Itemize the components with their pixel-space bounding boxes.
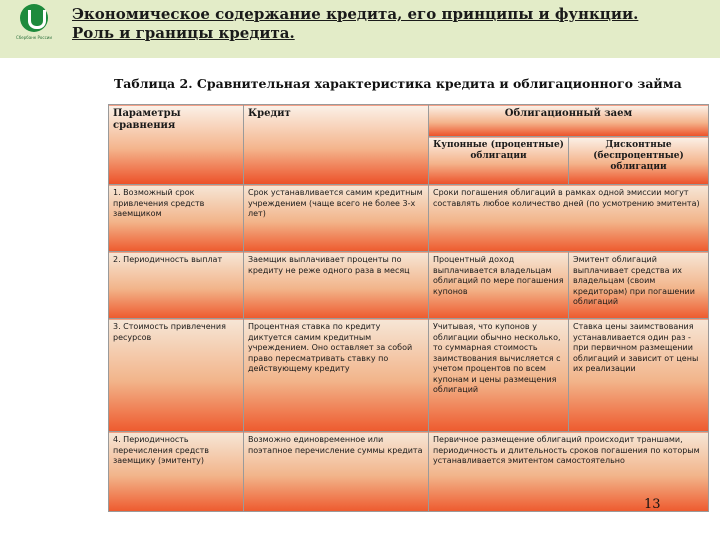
row1-credit: Срок устанавливается самим кредитным учреждением (чаще всего не более 3-х лет) bbox=[244, 185, 429, 252]
row1-bond: Сроки погашения облигаций в рамках одной эмиссии могут составлять любое количество дней (по усмотрению эмитента) bbox=[429, 185, 709, 252]
comparison-table bbox=[108, 104, 709, 512]
row1-param: 1. Возможный срок привлечения средств заемщиком bbox=[109, 185, 244, 252]
bank-logo bbox=[6, 4, 62, 50]
sberbank-logo-icon bbox=[20, 4, 48, 32]
table-row bbox=[109, 252, 709, 319]
row4-param: 4. Периодичность перечисления средств заемщику (эмитенту) bbox=[109, 432, 244, 512]
header-discount-bonds: Дисконтные (беспроцентные) облигации bbox=[569, 137, 709, 185]
row2-discount: Эмитент облигаций выплачивает средства их владельцам (своим кредиторам) при погашении облигаций bbox=[569, 252, 709, 319]
logo-caption: Сбербанк России bbox=[16, 35, 52, 40]
header-coupon-bonds: Купонные (процентные) облигации bbox=[429, 137, 569, 185]
title-line-1: Экономическое содержание кредита, его принципы и функции. bbox=[72, 5, 639, 23]
row2-coupon: Процентный доход выплачивается владельцам облигаций по мере погашения купонов bbox=[429, 252, 569, 319]
row2-credit: Заемщик выплачивает проценты по кредиту не реже одного раза в месяц bbox=[244, 252, 429, 319]
header-credit: Кредит bbox=[244, 105, 429, 185]
row4-credit: Возможно единовременное или поэтапное перечисление суммы кредита bbox=[244, 432, 429, 512]
table-row bbox=[109, 319, 709, 432]
table-caption: Таблица 2. Сравнительная характеристика кредита и облигационного займа bbox=[114, 76, 682, 91]
row4-bond: Первичное размещение облигаций происходит траншами, периодичность и длительность сроков погашения по которым устанавливается эмитентом самостоятельно bbox=[429, 432, 709, 512]
header-bond-loan: Облигационный заем bbox=[429, 105, 709, 137]
table-row bbox=[109, 432, 709, 512]
row3-discount: Ставка цены заимствования устанавливается один раз - при первичном размещении облигаций и зависит от цены их реализации bbox=[569, 319, 709, 432]
header-params: Параметры сравнения bbox=[109, 105, 244, 185]
slide-title bbox=[72, 5, 712, 43]
row3-param: 3. Стоимость привлечения ресурсов bbox=[109, 319, 244, 432]
slide-header bbox=[0, 0, 720, 58]
row2-param: 2. Периодичность выплат bbox=[109, 252, 244, 319]
row3-credit: Процентная ставка по кредиту диктуется самим кредитным учреждением. Оно оставляет за собой право пересматривать ставку по действующему кредиту bbox=[244, 319, 429, 432]
table-row bbox=[109, 185, 709, 252]
page-number: 13 bbox=[644, 497, 661, 512]
title-line-2: Роль и границы кредита. bbox=[72, 24, 295, 42]
row3-coupon: Учитывая, что купонов у облигации обычно несколько, то суммарная стоимость заимствования вычисляется с учетом процентов по всем купонам и цены размещения облигаций bbox=[429, 319, 569, 432]
